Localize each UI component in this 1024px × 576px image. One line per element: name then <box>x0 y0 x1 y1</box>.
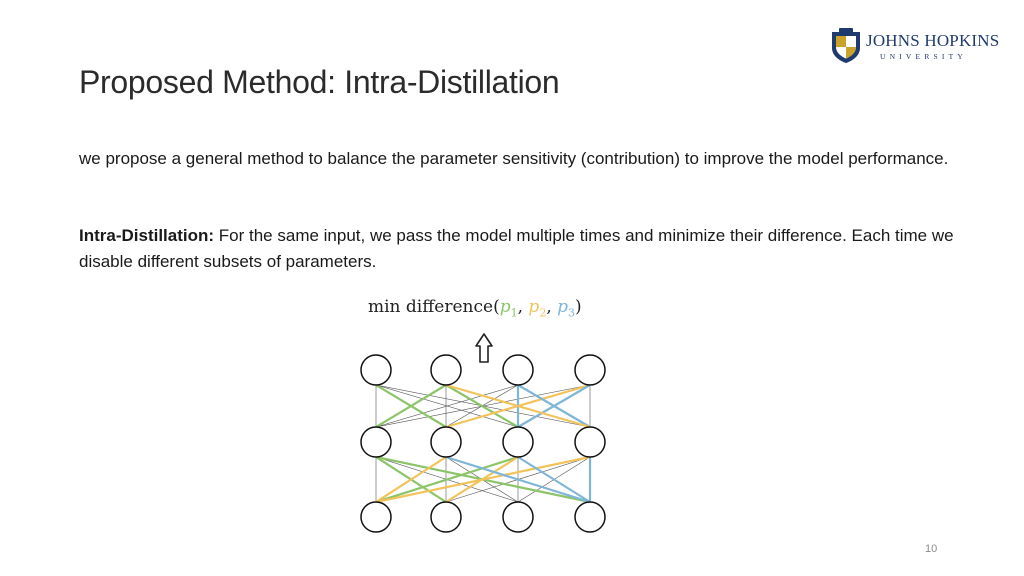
jhu-shield-icon <box>830 28 862 64</box>
formula-prefix: min difference( <box>368 297 500 317</box>
neuron-node <box>503 427 533 457</box>
network-diagram <box>340 292 630 542</box>
page-number: 10 <box>925 543 938 555</box>
neuron-node <box>431 355 461 385</box>
logo-name: JOHNS HOPKINS <box>866 31 1000 50</box>
neuron-node <box>431 502 461 532</box>
logo-subtitle: UNIVERSITY <box>880 52 967 61</box>
formula-p3: p <box>557 297 569 317</box>
slide-title: Proposed Method: Intra-Distillation <box>79 64 560 100</box>
network-figure <box>340 292 630 542</box>
jhu-logo <box>830 28 1000 68</box>
neuron-node <box>503 502 533 532</box>
neuron-node <box>575 355 605 385</box>
formula-suffix: ) <box>575 297 582 317</box>
formula-p3-sub: 3 <box>568 306 576 320</box>
formula-p2: p <box>528 297 540 317</box>
formula-p1-sub: 1 <box>510 306 518 320</box>
formula-comma-1: , <box>517 297 529 317</box>
neuron-node <box>361 502 391 532</box>
neuron-node <box>575 427 605 457</box>
definition-paragraph <box>79 223 979 275</box>
double-up-arrow-icon <box>476 334 492 362</box>
formula-p2-sub: 2 <box>539 306 547 320</box>
definition-text: For the same input, we pass the model multiple times and minimize their difference. Each time we disable different subsets of parameters. <box>79 226 954 271</box>
neuron-node <box>361 355 391 385</box>
neuron-node <box>503 355 533 385</box>
neuron-node <box>431 427 461 457</box>
neuron-node <box>361 427 391 457</box>
definition-term: Intra-Distillation: <box>79 226 215 245</box>
formula-comma-2: , <box>546 297 558 317</box>
intro-paragraph: we propose a general method to balance the parameter sensitivity (contribution) to improve the model performance. <box>79 149 949 168</box>
neuron-node <box>575 502 605 532</box>
formula-p1: p <box>499 297 511 317</box>
